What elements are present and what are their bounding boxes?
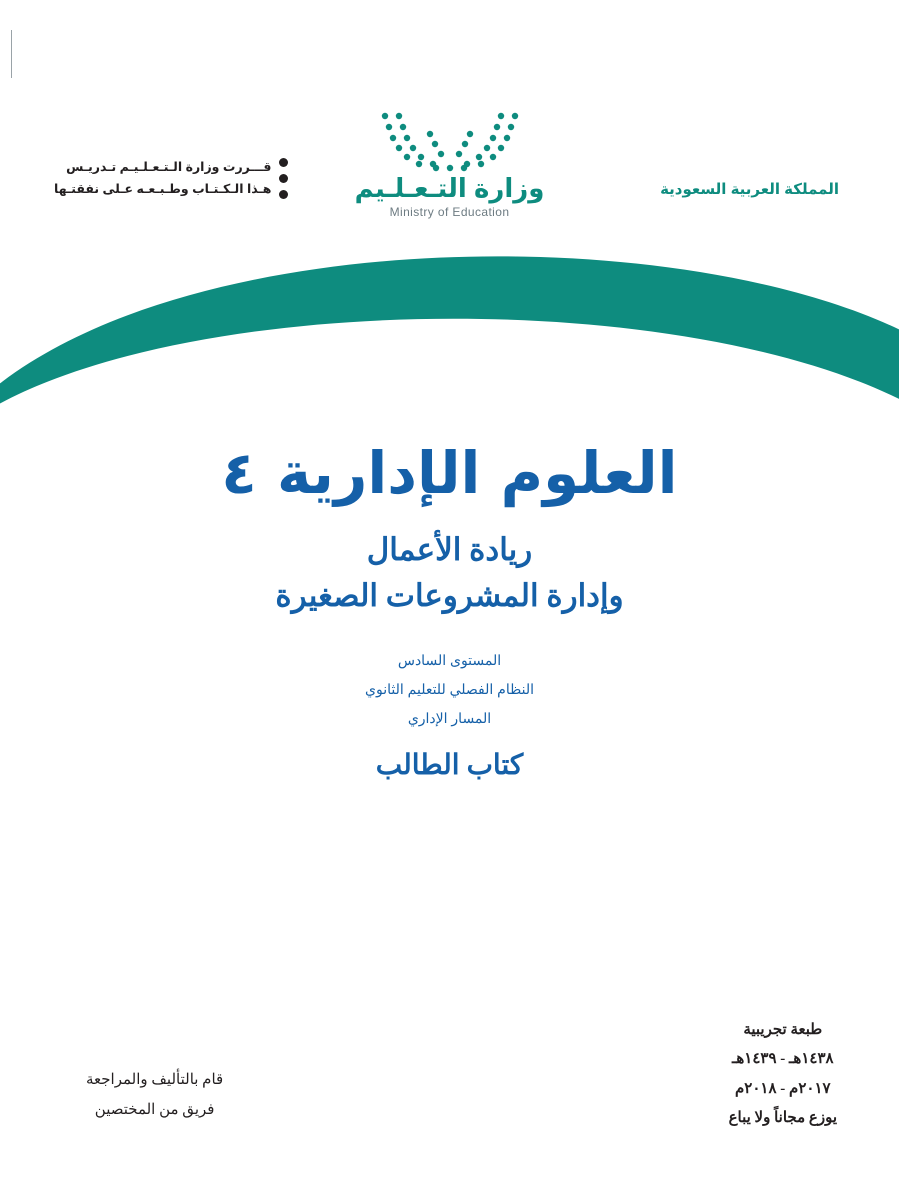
bullet-dot (279, 158, 288, 167)
kingdom-label: المملكة العربية السعودية (660, 181, 839, 198)
subtitle-line-1: ريادة الأعمال (366, 531, 533, 567)
ministry-name-arabic: وزارة التـعـلـيم (354, 173, 545, 203)
hijri-years: ١٤٣٨هـ - ١٤٣٩هـ (731, 1051, 834, 1068)
crop-mark (11, 30, 12, 78)
system-label: النظام الفصلي للتعليم الثانوي (365, 681, 534, 698)
decision-text (54, 157, 271, 201)
bullet-dot (279, 174, 288, 183)
decision-line-2: هـذا الـكـتـاب وطـبـعـه عـلى نفقتـها (54, 181, 272, 196)
page-title: العلوم الإدارية ٤ (221, 439, 678, 507)
bullet-dot (279, 190, 288, 199)
ministry-of-education-dots-logo-icon (375, 110, 525, 172)
distribution-note: يوزع مجاناً ولا يباع (728, 1109, 837, 1126)
title-block (0, 440, 899, 782)
level-label: المستوى السادس (397, 651, 502, 668)
teal-arc-svg (0, 230, 899, 410)
book-type-label: كتاب الطالب (375, 749, 524, 781)
ministry-decision-note (54, 157, 288, 201)
track-label: المسار الإداري (407, 710, 492, 727)
gregorian-years: ٢٠١٧م - ٢٠١٨م (735, 1080, 831, 1097)
meta-lines (0, 646, 899, 734)
subtitle-line-2: وإدارة المشروعات الصغيرة (275, 578, 624, 614)
edition-label: طبعة تجريبية (743, 1022, 823, 1038)
authorship-line-1: قام بالتأليف والمراجعة (86, 1072, 224, 1088)
ministry-logo (335, 110, 565, 219)
ministry-name-english: Ministry of Education (389, 204, 510, 219)
authorship-info (86, 1065, 223, 1125)
decision-line-1: قـــررت وزارة الـتـعـلـيـم تـدريـس (66, 160, 272, 174)
teal-arc-decoration (0, 230, 899, 410)
edition-info (729, 1016, 837, 1133)
decision-bullets (279, 158, 288, 199)
authorship-line-2: فريق من المختصين (94, 1102, 215, 1118)
